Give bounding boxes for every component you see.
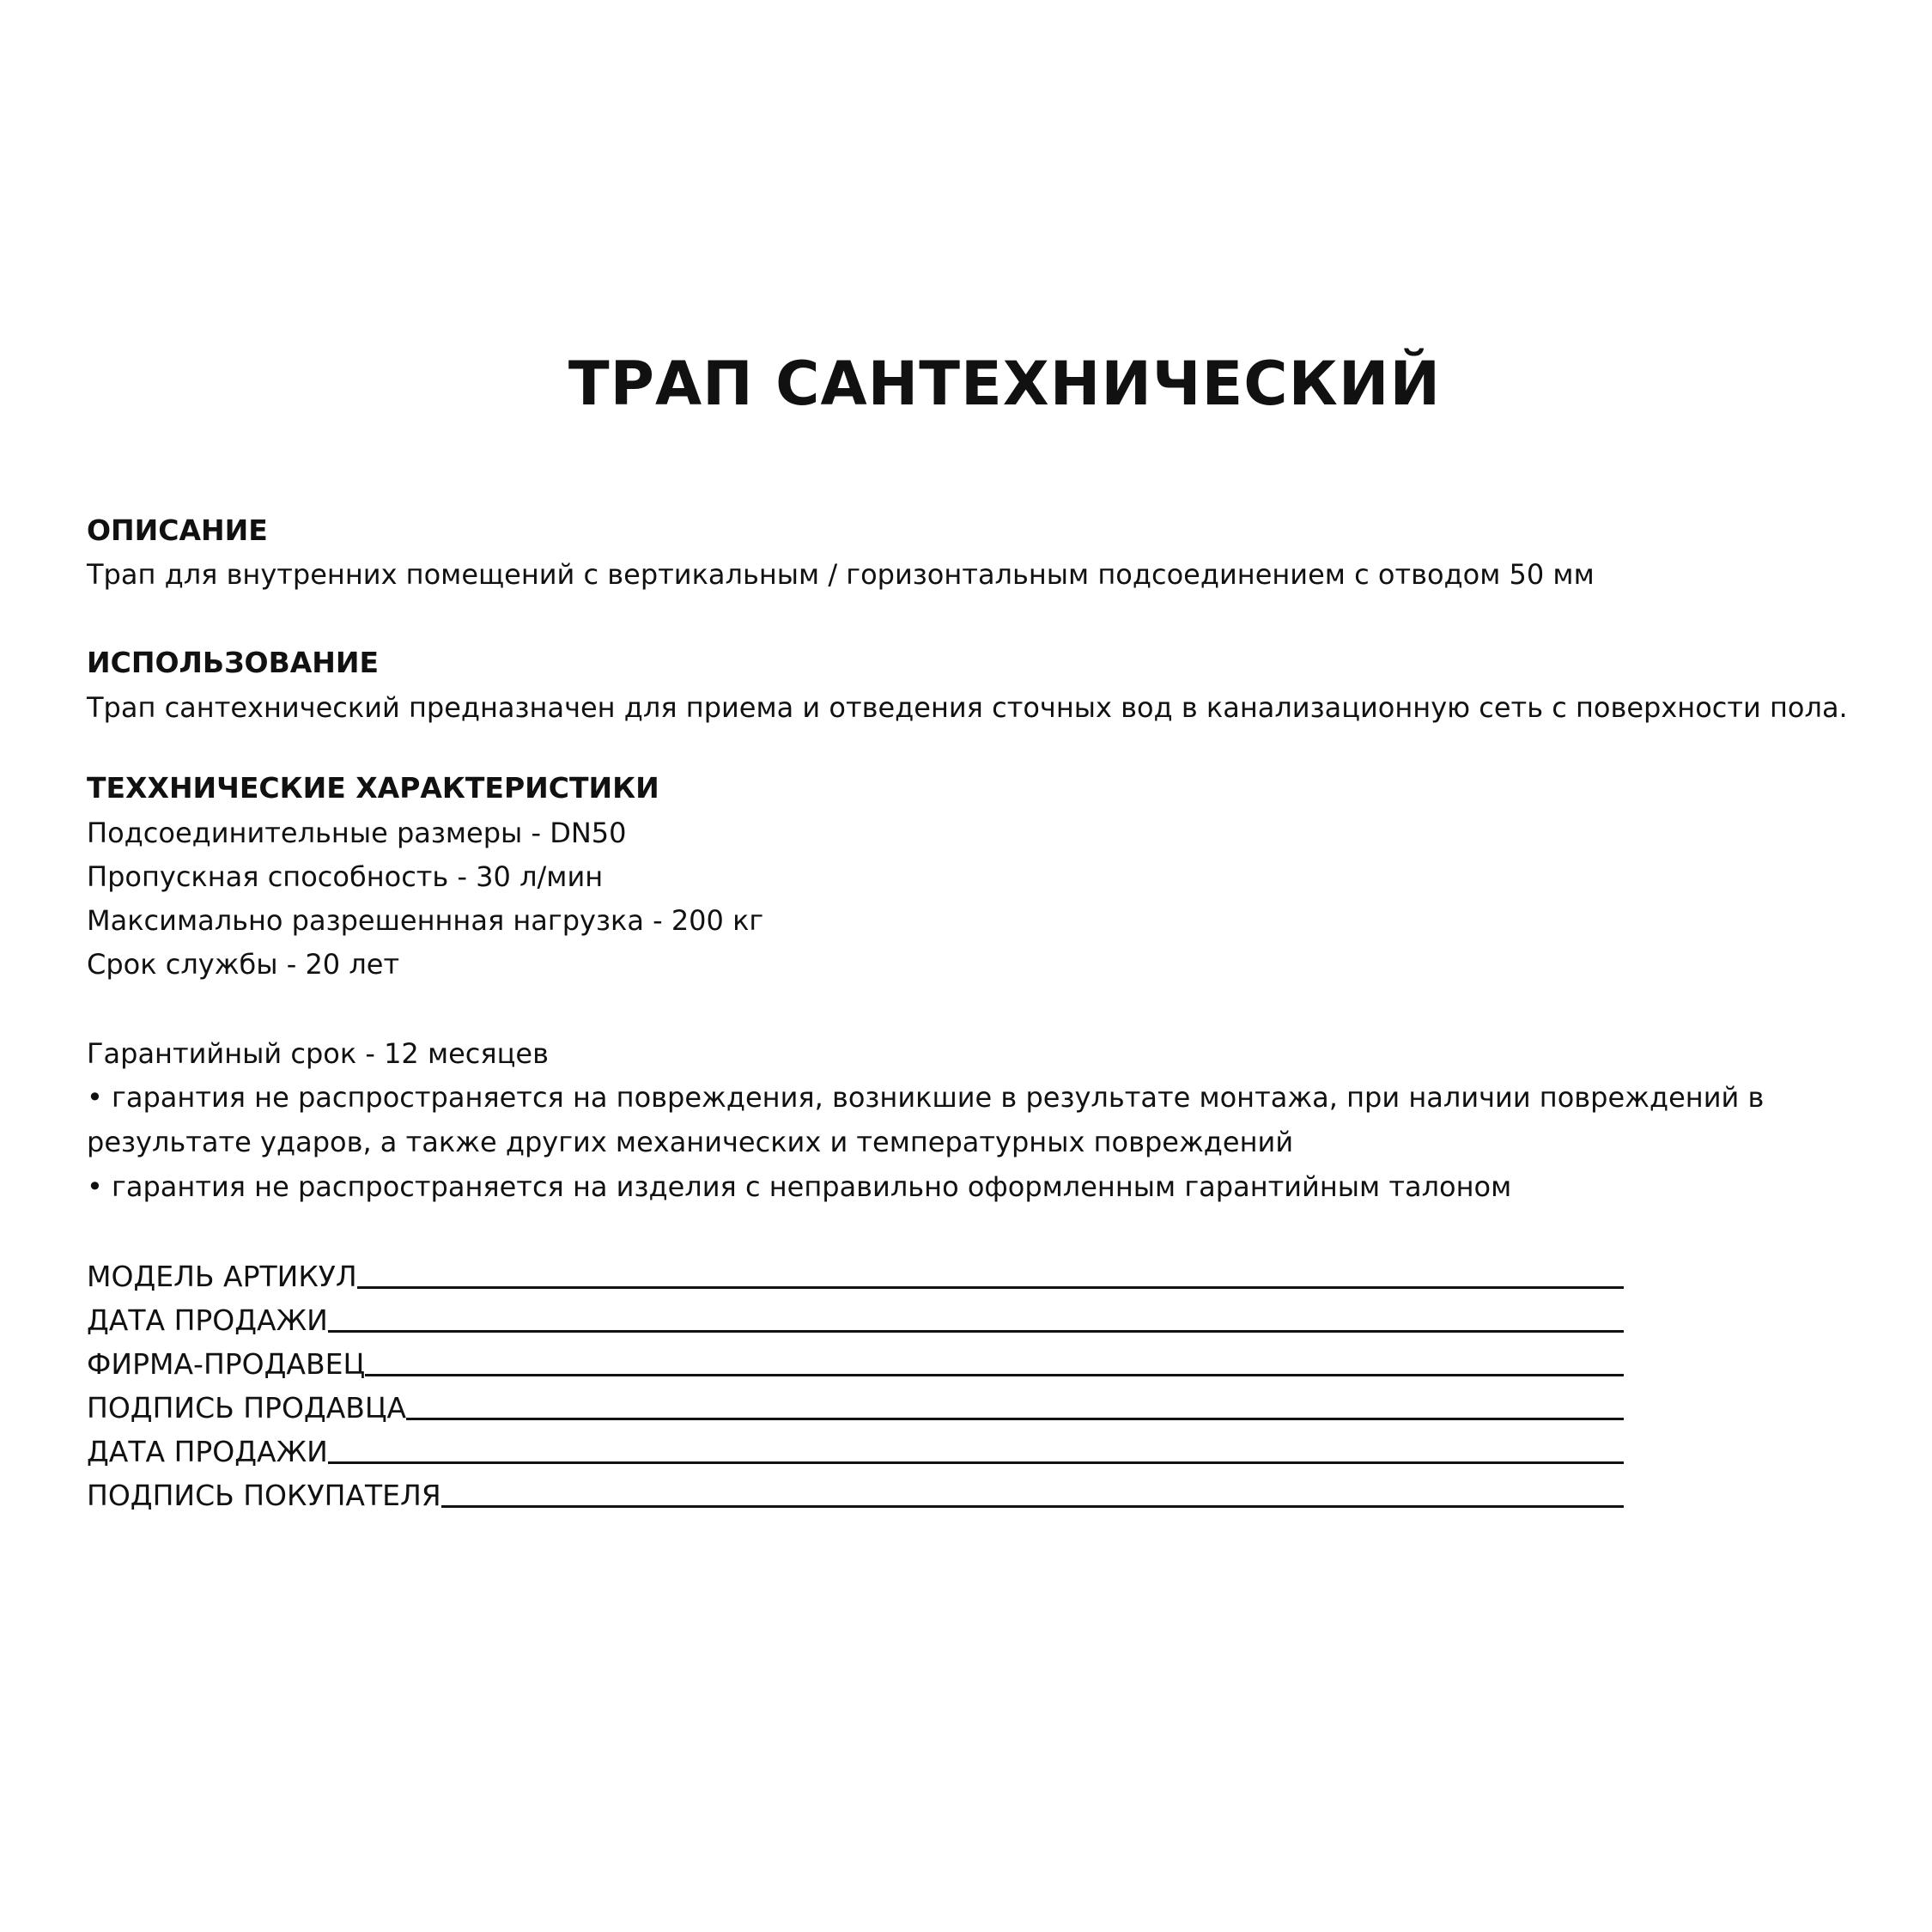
warranty-note-mounting: • гарантия не распространяется на повреждения, возникшие в результате монтажа, при наличии повреждений в результате ударов, а также других механических и температурных повреждений [87, 1081, 1765, 1158]
form-field [87, 1347, 1890, 1381]
form-field [87, 1481, 1890, 1510]
spec-item [87, 948, 1890, 981]
usage-text: Трап сантехнический предназначен для приема и отведения сточных вод в канализационную сеть с поверхности пола. [87, 691, 1848, 724]
usage-text-wrap [87, 691, 1890, 724]
form-field [87, 1437, 1890, 1466]
form-field [87, 1262, 1890, 1291]
form-field-label: ФИРМА-ПРОДАВЕЦ [87, 1347, 366, 1381]
description-text: Трап для внутренних помещений с вертикальным / горизонтальным подсоединением с отводом 50 мм [87, 558, 1595, 591]
spec-max-load: Максимально разрешеннная нагрузка - 200 кг [87, 904, 764, 937]
form-field-blank-line [357, 1286, 1624, 1289]
form-field-label: ДАТА ПРОДАЖИ [87, 1303, 328, 1337]
usage-section [87, 648, 1890, 677]
page-title: ТРАП САНТЕХНИЧЕСКИЙ [568, 349, 1442, 419]
spec-throughput: Пропускная способность - 30 л/мин [87, 860, 604, 893]
warranty-term: Гарантийный срок - 12 месяцев [87, 1037, 549, 1070]
form-field-label: ДАТА ПРОДАЖИ [87, 1435, 328, 1468]
specs-heading: ТЕХХНИЧЕСКИЕ ХАРАКТЕРИСТИКИ [87, 771, 659, 805]
warranty-note-wrap [87, 1075, 1890, 1164]
spec-item [87, 904, 1890, 937]
form-field-label: МОДЕЛЬ АРТИКУЛ [87, 1260, 357, 1293]
spec-item [87, 860, 1890, 893]
form-field-blank-line [441, 1505, 1624, 1508]
description-heading: ОПИСАНИЕ [87, 513, 268, 547]
usage-heading: ИСПОЛЬЗОВАНИЕ [87, 646, 380, 679]
form-field-blank-line [328, 1461, 1624, 1464]
form-field-label: ПОДПИСЬ ПРОДАВЦА [87, 1391, 407, 1425]
form-field-blank-line [328, 1330, 1624, 1333]
form-field-label: ПОДПИСЬ ПОКУПАТЕЛЯ [87, 1479, 441, 1512]
warranty-term-wrap [87, 1037, 1890, 1070]
warranty-note-wrap [87, 1164, 1890, 1209]
form-field-blank-line [406, 1418, 1624, 1420]
spec-item [87, 819, 1890, 847]
form-field [87, 1391, 1890, 1425]
form-field-blank-line [365, 1374, 1624, 1376]
description-text-wrap [87, 558, 1890, 591]
description-section [87, 513, 1890, 547]
form-field [87, 1303, 1890, 1337]
spec-service-life: Срок службы - 20 лет [87, 948, 400, 981]
warranty-note-coupon: • гарантия не распространяется на изделия с неправильно оформленным гарантийным талоном [87, 1170, 1512, 1203]
specs-section [87, 771, 1890, 805]
spec-connection-size: Подсоединительные размеры - DN50 [87, 817, 627, 849]
